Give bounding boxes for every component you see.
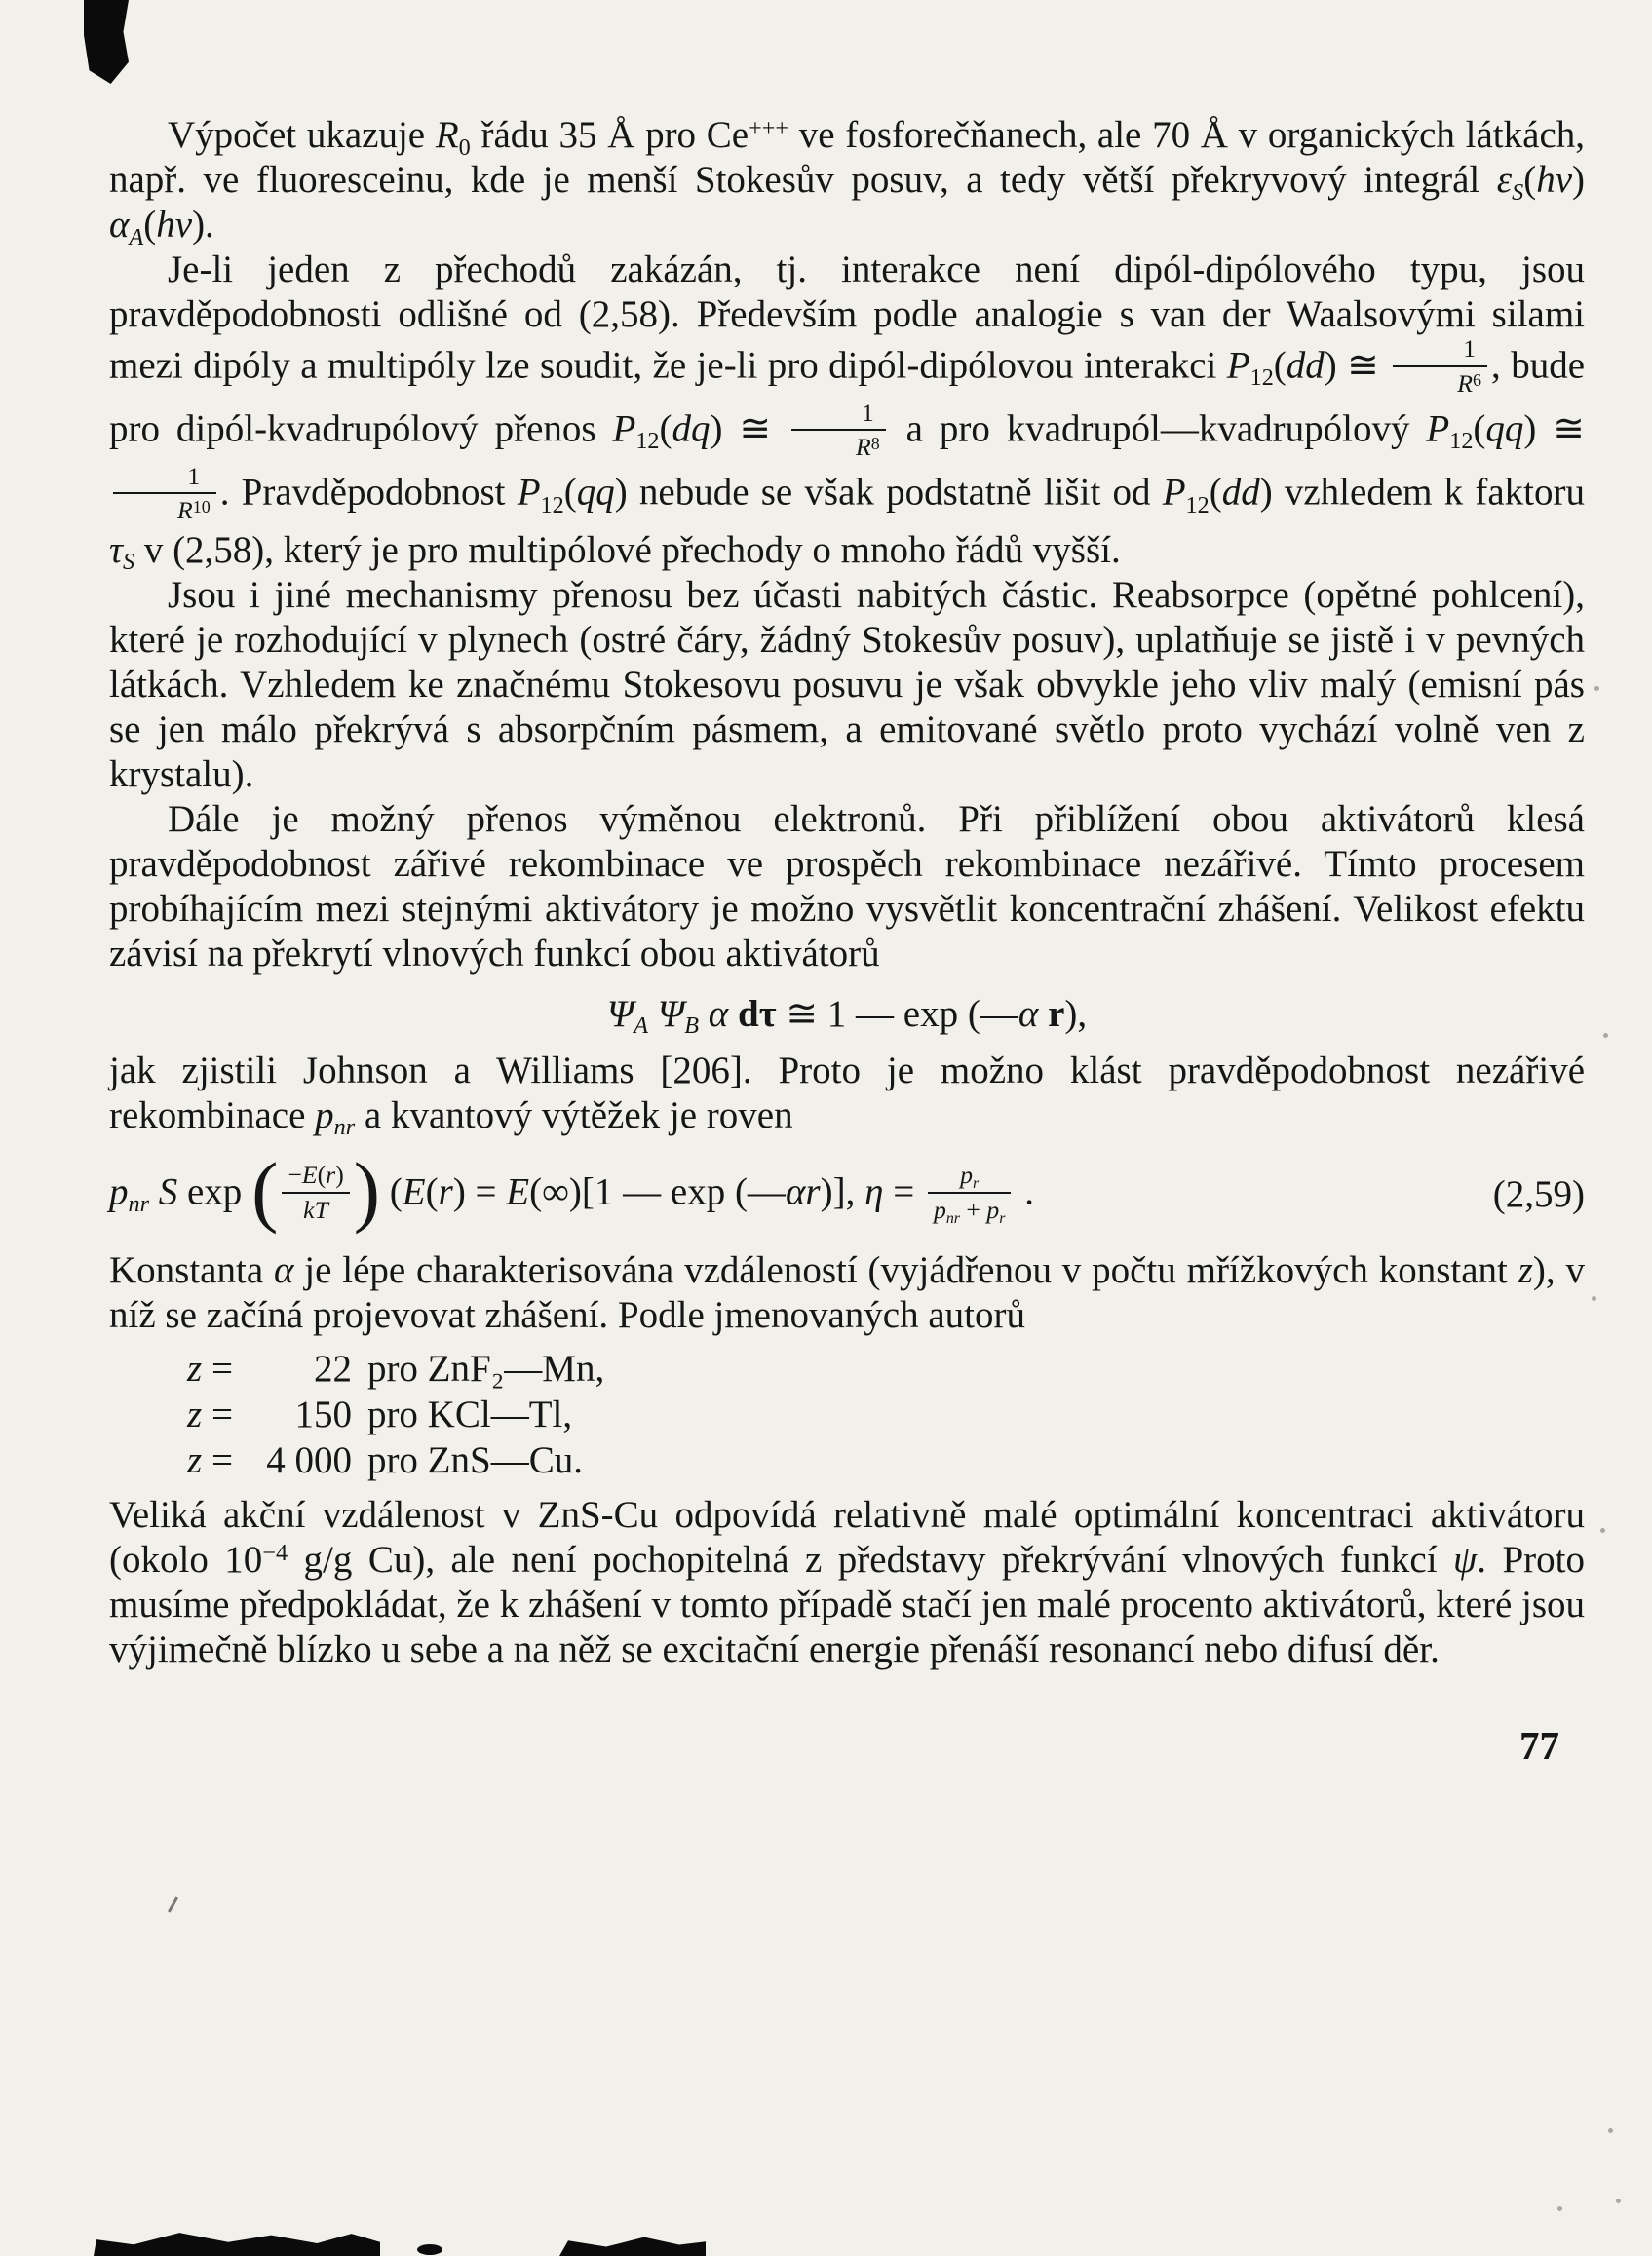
text-segment: Konstanta <box>109 1248 274 1291</box>
fn-segment <box>282 1161 349 1194</box>
sub-segment: 12 <box>1185 491 1210 518</box>
text-segment: = <box>202 1393 233 1435</box>
i-segment: z <box>187 1347 203 1390</box>
text-segment: ) vzhledem k faktoru <box>1259 471 1585 514</box>
scan-speckle <box>1608 2128 1613 2133</box>
text-segment: . Proto musíme předpokládat, že k zhášení v tomto případě stačí jen malé procento aktivátorů, které jsou výjimečně blízko u sebe a na něž se excitační energie přenáší resonancí nebo difusí děr. <box>109 1538 1586 1670</box>
i-segment: S <box>158 1170 178 1213</box>
z-symbol <box>187 1348 233 1390</box>
subi-segment: A <box>634 1013 649 1040</box>
i-segment: E <box>506 1170 530 1213</box>
text-segment: . Pravděpodobnost <box>219 471 518 514</box>
text-segment: v (2,58), který je pro multipólové přechody o mnoho řádů vyšší. <box>134 528 1121 571</box>
text-segment: ) = <box>452 1170 507 1213</box>
text-segment <box>728 993 738 1035</box>
text-segment: ( <box>1473 407 1486 450</box>
sup-segment: 10 <box>192 497 211 517</box>
i-segment: p <box>986 1195 1000 1224</box>
i-segment: P <box>1162 471 1186 514</box>
text-segment: = <box>883 1170 924 1213</box>
z-value: 4 000 <box>266 1438 352 1481</box>
text-segment <box>1038 993 1048 1035</box>
text-segment: ( <box>143 204 157 246</box>
text-segment: = <box>202 1438 233 1481</box>
text-segment: ≅ 1 — exp (— <box>776 992 1018 1035</box>
z-list-item-zns <box>187 1437 1585 1483</box>
text-segment: ), v níž se začíná projevovat zhášení. Podle jmenovaných autorů <box>109 1248 1585 1336</box>
fn-segment <box>791 399 886 432</box>
text-segment: − <box>288 1161 302 1189</box>
sub-segment: 12 <box>1249 364 1274 392</box>
sub-segment: 12 <box>1449 428 1474 455</box>
i-segment: α <box>109 204 130 246</box>
z-value: 22 <box>313 1347 352 1390</box>
i-segment: E <box>301 1161 318 1189</box>
fn-segment <box>928 1161 1012 1194</box>
i-segment: r <box>326 1161 336 1189</box>
fn-segment <box>1393 334 1487 367</box>
i-segment: z <box>187 1438 203 1481</box>
text-segment: ( <box>1273 344 1287 387</box>
scan-artifact-tick <box>168 1896 178 1912</box>
text-segment: g/g Cu), ale není pochopitelná z představy překrývání vlnových funkcí <box>288 1538 1454 1581</box>
equation-number: (2,59) <box>1492 1173 1585 1216</box>
text-segment: ) <box>1572 159 1585 201</box>
sup-segment: +++ <box>749 114 789 141</box>
i-segment: r <box>438 1170 453 1213</box>
text-segment: jak zjistili Johnson a Williams [206]. Proto je možno klást pravděpodobnost nezářivé rekombinace <box>109 1049 1585 1136</box>
text-segment: Je-li jeden z přechodů zakázán, tj. interakce není dipól-dipólového typu, jsou pravděpodobnosti odlišné od (2,58). Především podle analogie s van der Waalsovými silami mezi dipóly a multipóly lze soudit, že je-li pro dipól-dipólovou interakci <box>109 249 1585 387</box>
scan-artifact-top-left <box>84 0 129 84</box>
equation-2-59-row <box>109 1146 1585 1236</box>
subi-segment: nr <box>333 1114 356 1141</box>
text-segment: + <box>959 1195 987 1224</box>
big-segment: ( <box>251 1146 279 1236</box>
text-segment: ve fosforečňanech, ale 70 Å v organických látkách, např. ve fluoresceinu, kde je menší Stokesův posuv, a tedy větší překryvový integrál <box>109 114 1586 201</box>
fd-segment <box>791 431 886 462</box>
frac-segment <box>1393 334 1487 398</box>
z-list-item-kcl <box>187 1392 1585 1437</box>
subi-segment: S <box>1512 178 1524 206</box>
i-segment: P <box>1226 344 1250 387</box>
scan-artifact-bottom-3 <box>559 2236 706 2256</box>
big-segment: ) <box>353 1146 381 1236</box>
z-list-item-znf2 <box>187 1346 1585 1392</box>
paragraph-3 <box>109 573 1585 797</box>
i-segment: z <box>1518 1248 1533 1291</box>
subi-segment: nr <box>945 1209 960 1227</box>
z-constant-list <box>187 1346 1585 1483</box>
sub-segment: 0 <box>458 134 471 161</box>
text-segment: ) ≅ <box>1324 344 1390 387</box>
b-segment: dτ <box>737 992 777 1035</box>
i-segment: α <box>1018 992 1039 1035</box>
i-segment: dd <box>1286 344 1325 387</box>
scan-speckle <box>1603 1033 1608 1038</box>
text-segment: Jsou i jiné mechanismy přenosu bez účasti nabitých částic. Reabsorpce (opětné pohlcení), které je rozhodující v plynech (ostré čáry, žádný Stokesův posuv), uplatňuje se jistě i v pevných látkách. Vzhledem ke značnému Stokesovu posuvu je však obvykle jeho vliv malý (emisní pás se jen málo překrývá s absorpčním pásmem, a emitované světlo proto vychází volně ven z krystalu). <box>109 573 1585 795</box>
text-segment: 1 <box>187 461 201 490</box>
scan-speckle <box>1592 1296 1596 1301</box>
text-segment: ), <box>1064 992 1088 1035</box>
i-segment: R <box>855 433 871 462</box>
paragraph-1 <box>109 113 1585 248</box>
i-segment: p <box>315 1093 334 1136</box>
text-segment: řádu 35 Å pro Ce <box>470 114 749 156</box>
text-segment: ) <box>335 1161 344 1189</box>
sub-segment: 12 <box>635 428 660 455</box>
i-segment: R <box>1457 369 1474 399</box>
i-segment: dq <box>672 407 711 450</box>
sup-segment: −4 <box>262 1539 288 1566</box>
paragraph-7 <box>109 1493 1585 1672</box>
i-segment: ψ <box>1453 1538 1478 1581</box>
paragraph-5 <box>109 1049 1585 1141</box>
sup-segment: 6 <box>1473 369 1482 390</box>
sub-segment: 12 <box>540 491 564 518</box>
i-segment: hν <box>1536 159 1572 201</box>
fd-segment <box>282 1194 349 1225</box>
i-segment: qq <box>576 471 615 514</box>
paragraph-6 <box>109 1248 1585 1338</box>
text-segment: ) ≅ <box>710 407 788 450</box>
text-segment <box>149 1170 159 1212</box>
i-segment: α <box>273 1248 294 1291</box>
i-segment: R <box>435 114 459 156</box>
i-segment: η <box>864 1170 884 1213</box>
frac-segment <box>113 462 216 525</box>
z-symbol <box>187 1439 233 1481</box>
text-segment: ( <box>380 1170 403 1213</box>
i-segment: τ <box>109 528 123 571</box>
scan-artifact-bottom-1 <box>94 2231 380 2256</box>
i-segment: P <box>612 407 636 450</box>
subi-segment: S <box>122 549 135 576</box>
text-segment <box>699 993 709 1035</box>
i-segment: ε <box>1496 159 1513 201</box>
scan-speckle <box>1594 686 1599 691</box>
i-segment: P <box>517 471 541 514</box>
frac-segment <box>791 399 886 462</box>
z-material: pro KCl—Tl, <box>366 1393 573 1435</box>
text-segment: a kvantový výtěžek je roven <box>355 1093 793 1136</box>
text-block <box>109 113 1585 1768</box>
text-segment: Dále je možný přenos výměnou elektronů. Při přiblížení obou aktivátorů klesá pravděpodobnost zářivé rekombinace ve prospěch rekombinace nezářivé. Tímto procesem probíhajícím mezi stejnými aktivátory je možno vysvětlit koncentrační zhášení. Velikost efektu závisí na překrytí vlnových funkcí obou aktivátorů <box>109 797 1585 975</box>
z-value: 150 <box>294 1393 352 1435</box>
text-segment: exp <box>177 1170 252 1213</box>
text-segment: ) nebude se však podstatně lišit od <box>614 471 1163 514</box>
text-segment: je lépe charakterisována vzdáleností (vyjádřenou v počtu mřížkových konstant <box>293 1248 1518 1291</box>
i-segment: z <box>187 1393 203 1435</box>
i-segment: Ψ <box>606 992 634 1035</box>
i-segment: Ψ <box>657 992 685 1035</box>
text-segment: ). <box>192 204 214 246</box>
text-segment: ( <box>425 1170 439 1213</box>
text-segment: ( <box>659 407 672 450</box>
fd-segment <box>1393 367 1487 399</box>
i-segment: P <box>1426 407 1450 450</box>
scan-speckle <box>1600 1528 1605 1533</box>
scan-speckle <box>1557 2206 1562 2211</box>
i-segment: qq <box>1485 407 1524 450</box>
text-segment: ) ≅ <box>1523 407 1585 450</box>
z-material: pro ZnF₂—Mn, <box>366 1347 605 1390</box>
scan-artifact-bottom-2 <box>417 2244 442 2255</box>
i-segment: p <box>960 1161 974 1189</box>
i-segment: E <box>402 1170 426 1213</box>
i-segment: dd <box>1221 471 1260 514</box>
text-segment: Výpočet ukazuje <box>168 114 436 156</box>
text-segment: . <box>1015 1170 1034 1213</box>
fn-segment <box>113 462 216 495</box>
equation-2-59 <box>109 1146 1034 1236</box>
paragraph-2 <box>109 248 1586 576</box>
subi-segment: r <box>973 1175 980 1193</box>
subi-segment: r <box>999 1209 1006 1227</box>
text-segment <box>648 993 658 1035</box>
i-segment: p <box>109 1170 129 1213</box>
text-segment: )], <box>820 1170 865 1213</box>
i-segment: αr <box>785 1170 821 1213</box>
text-segment: (∞)[1 — exp (— <box>529 1170 786 1213</box>
equation-wavefunction-overlap <box>109 992 1585 1040</box>
i-segment: p <box>933 1195 946 1224</box>
frac-segment <box>928 1161 1012 1227</box>
i-segment: kT <box>303 1195 328 1224</box>
text-segment: 1 <box>1463 334 1477 363</box>
scan-speckle <box>1616 2199 1621 2203</box>
fd-segment <box>113 494 216 525</box>
subi-segment: B <box>684 1013 699 1040</box>
text-segment: ( <box>563 471 577 514</box>
paragraph-4 <box>109 797 1585 976</box>
i-segment: α <box>708 992 729 1035</box>
text-segment: ( <box>1209 471 1222 514</box>
i-segment: R <box>177 496 193 525</box>
text-segment: a pro kvadrupól—kvadrupólový <box>889 407 1427 450</box>
text-segment: Veliká akční vzdálenost v ZnS-Cu odpovídá relativně malé optimální koncentraci aktivátoru (okolo 10 <box>109 1493 1585 1581</box>
text-segment: ( <box>317 1161 327 1189</box>
text-segment: 1 <box>861 398 874 427</box>
subi-segment: A <box>129 223 144 250</box>
frac-segment <box>282 1161 349 1224</box>
z-material: pro ZnS—Cu. <box>366 1438 583 1481</box>
text-segment: = <box>202 1347 233 1390</box>
fd-segment <box>928 1194 1012 1225</box>
page-number: 77 <box>1519 1722 1559 1768</box>
z-symbol <box>187 1394 233 1435</box>
text-segment: , bude pro dipól-kvadrupólový přenos <box>109 344 1586 450</box>
subi-segment: nr <box>128 1190 149 1217</box>
text-segment: ( <box>1523 159 1537 201</box>
sup-segment: 8 <box>870 433 880 453</box>
i-segment: hν <box>156 204 193 246</box>
b-segment: r <box>1048 992 1065 1035</box>
